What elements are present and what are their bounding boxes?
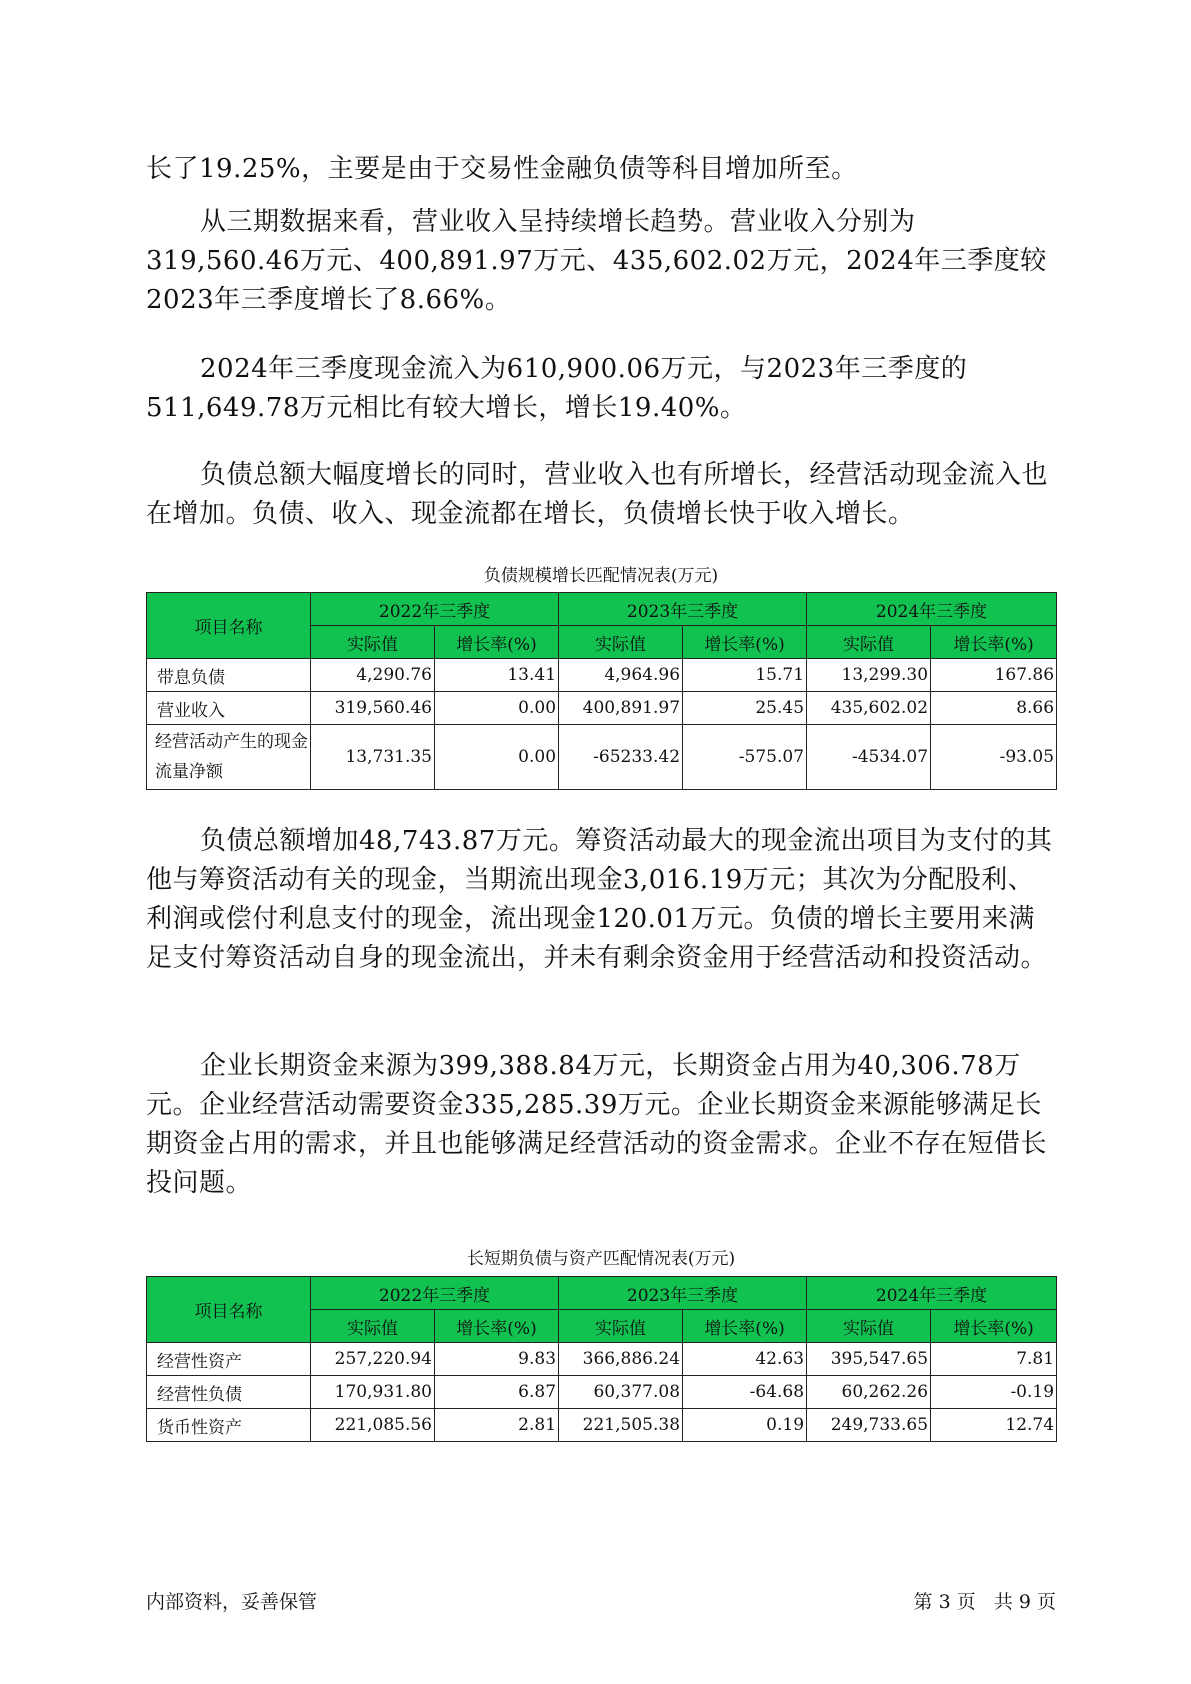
cell-value: 2.81 <box>435 1409 559 1442</box>
cell-value: 60,262.26 <box>807 1376 931 1409</box>
footer-page-number: 第 3 页 共 9 页 <box>913 1591 1056 1613</box>
footer-confidential-note: 内部资料，妥善保管 <box>146 1591 318 1613</box>
cell-value: 13,731.35 <box>311 725 435 790</box>
row-name: 经营性负债 <box>147 1376 311 1409</box>
row-name: 营业收入 <box>147 692 311 725</box>
cell-value: -93.05 <box>931 725 1057 790</box>
cell-value: -64.68 <box>683 1376 807 1409</box>
header-actual: 实际值 <box>807 626 931 659</box>
header-period: 2024年三季度 <box>807 593 1057 626</box>
paragraph-3: 2024年三季度现金流入为610,900.06万元，与2023年三季度的511,649.78万元相比有较大增长，增长19.40%。 <box>146 354 968 423</box>
cell-value: 435,602.02 <box>807 692 931 725</box>
cell-value: -575.07 <box>683 725 807 790</box>
header-item-name: 项目名称 <box>147 593 311 659</box>
cell-value: 12.74 <box>931 1409 1057 1442</box>
cell-value: 8.66 <box>931 692 1057 725</box>
cell-value: 6.87 <box>435 1376 559 1409</box>
paragraph-6: 企业长期资金来源为399,388.84万元，长期资金占用为40,306.78万元。企业经营活动需要资金335,285.39万元。企业长期资金来源能够满足长期资金占用的需求，并且也能够满足经营活动的资金需求。企业不存在短借长投问题。 <box>146 1051 1048 1198</box>
paragraph-2: 从三期数据来看，营业收入呈持续增长趋势。营业收入分别为319,560.46万元、400,891.97万元、435,602.02万元，2024年三季度较2023年三季度增长了8.66%。 <box>146 207 1047 315</box>
cell-value: -4534.07 <box>807 725 931 790</box>
cell-value: 366,886.24 <box>559 1343 683 1376</box>
table-row <box>147 725 1057 790</box>
cell-value: 7.81 <box>931 1343 1057 1376</box>
row-name: 经营性资产 <box>147 1343 311 1376</box>
cell-value: 400,891.97 <box>559 692 683 725</box>
header-growth: 增长率(%) <box>931 1310 1057 1343</box>
cell-value: 170,931.80 <box>311 1376 435 1409</box>
cell-value: 167.86 <box>931 659 1057 692</box>
cell-value: 221,505.38 <box>559 1409 683 1442</box>
table-row <box>147 692 1057 725</box>
row-name: 带息负债 <box>147 659 311 692</box>
paragraph-4: 负债总额大幅度增长的同时，营业收入也有所增长，经营活动现金流入也在增加。负债、收入、现金流都在增长，负债增长快于收入增长。 <box>146 460 1049 529</box>
header-period: 2024年三季度 <box>807 1277 1057 1310</box>
table-row <box>147 1376 1057 1409</box>
header-actual: 实际值 <box>311 626 435 659</box>
row-name: 经营活动产生的现金流量净额 <box>147 725 311 790</box>
header-growth: 增长率(%) <box>435 626 559 659</box>
header-period: 2022年三季度 <box>311 1277 559 1310</box>
header-period: 2022年三季度 <box>311 593 559 626</box>
cell-value: 25.45 <box>683 692 807 725</box>
cell-value: 42.63 <box>683 1343 807 1376</box>
cell-value: 319,560.46 <box>311 692 435 725</box>
row-name: 货币性资产 <box>147 1409 311 1442</box>
liability-asset-match-table <box>146 1276 1057 1442</box>
table2-caption: 长短期负债与资产匹配情况表(万元) <box>466 1249 736 1269</box>
cell-value: 9.83 <box>435 1343 559 1376</box>
cell-value: 0.00 <box>435 725 559 790</box>
table-row <box>147 659 1057 692</box>
header-period: 2023年三季度 <box>559 1277 807 1310</box>
cell-value: -0.19 <box>931 1376 1057 1409</box>
cell-value: 257,220.94 <box>311 1343 435 1376</box>
header-growth: 增长率(%) <box>683 626 807 659</box>
table-row <box>147 1409 1057 1442</box>
paragraph-1: 长了19.25%，主要是由于交易性金融负债等科目增加所至。 <box>146 154 858 184</box>
cell-value: 60,377.08 <box>559 1376 683 1409</box>
header-period: 2023年三季度 <box>559 593 807 626</box>
header-actual: 实际值 <box>311 1310 435 1343</box>
cell-value: 13,299.30 <box>807 659 931 692</box>
cell-value: 249,733.65 <box>807 1409 931 1442</box>
paragraph-5: 负债总额增加48,743.87万元。筹资活动最大的现金流出项目为支付的其他与筹资活动有关的现金，当期流出现金3,016.19万元；其次为分配股利、利润或偿付利息支付的现金，流出现金120.01万元。负债的增长主要用来满足支付筹资活动自身的现金流出，并未有剩余资金用于经营活动和投资活动。 <box>146 826 1053 973</box>
header-growth: 增长率(%) <box>435 1310 559 1343</box>
table1-caption: 负债规模增长匹配情况表(万元) <box>483 566 719 586</box>
header-actual: 实际值 <box>559 626 683 659</box>
cell-value: 13.41 <box>435 659 559 692</box>
header-item-name: 项目名称 <box>147 1277 311 1343</box>
header-actual: 实际值 <box>807 1310 931 1343</box>
cell-value: 395,547.65 <box>807 1343 931 1376</box>
liability-growth-table <box>146 592 1057 790</box>
cell-value: 4,964.96 <box>559 659 683 692</box>
header-actual: 实际值 <box>559 1310 683 1343</box>
cell-value: 0.00 <box>435 692 559 725</box>
cell-value: 221,085.56 <box>311 1409 435 1442</box>
header-growth: 增长率(%) <box>931 626 1057 659</box>
table-row <box>147 1343 1057 1376</box>
cell-value: 15.71 <box>683 659 807 692</box>
cell-value: 0.19 <box>683 1409 807 1442</box>
cell-value: 4,290.76 <box>311 659 435 692</box>
cell-value: -65233.42 <box>559 725 683 790</box>
header-growth: 增长率(%) <box>683 1310 807 1343</box>
